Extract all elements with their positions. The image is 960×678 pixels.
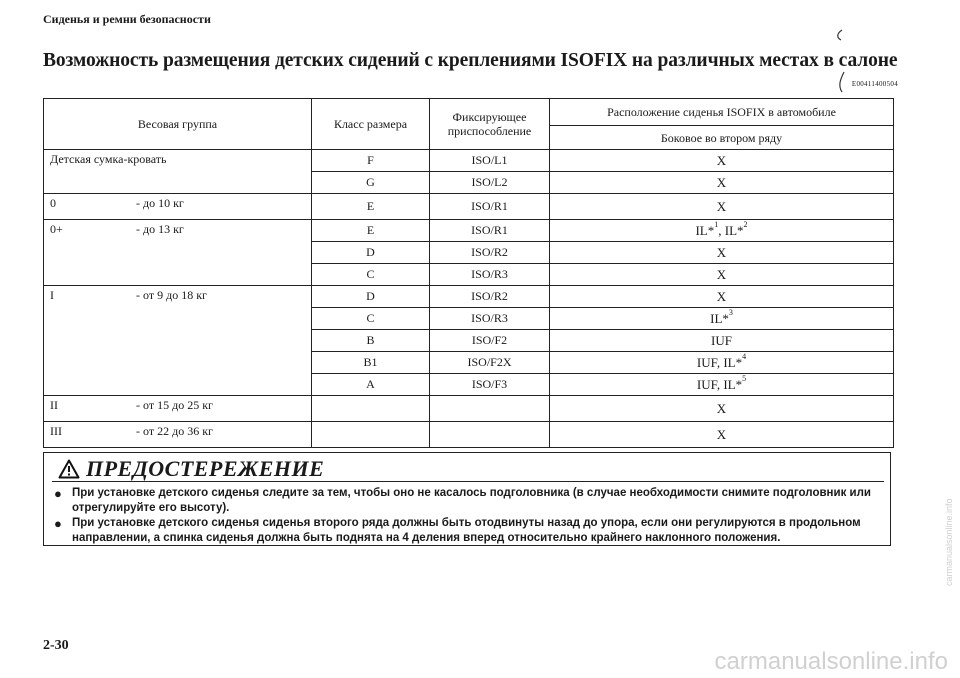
- page-title: Возможность размещения детских сидений с креплениями ISOFIX на различных местах в салоне: [43, 50, 898, 71]
- weight-group-name: II: [50, 398, 58, 412]
- size-class-cell: B: [312, 330, 430, 352]
- location-cell: IUF: [550, 330, 894, 352]
- location-cell: [550, 308, 894, 330]
- size-class-cell: E: [312, 220, 430, 242]
- location-value: IUF, IL*: [696, 354, 743, 370]
- location-cell: X: [550, 396, 894, 422]
- location-value: IUF, IL*: [696, 376, 743, 392]
- bullet-icon: ●: [54, 486, 62, 501]
- warning-item: [54, 486, 874, 516]
- size-class-cell: E: [312, 194, 430, 220]
- header-fixture: Фиксирующее приспособление: [430, 99, 550, 150]
- weight-group-cell: [44, 150, 312, 194]
- watermark: carmanualsonline.info: [714, 648, 948, 675]
- fixture-cell: ISO/R3: [430, 308, 550, 330]
- bullet-icon: ●: [54, 516, 62, 531]
- fixture-cell: [430, 396, 550, 422]
- table-row: [44, 220, 894, 242]
- footnote-ref: 5: [742, 373, 747, 383]
- size-class-cell: G: [312, 172, 430, 194]
- fixture-cell: ISO/F2: [430, 330, 550, 352]
- weight-group-name: 0: [50, 196, 56, 210]
- table-row: [44, 194, 894, 220]
- warning-item: [54, 516, 874, 546]
- location-cell: X: [550, 286, 894, 308]
- isofix-table: [43, 98, 894, 448]
- footnote-ref: 2: [743, 219, 748, 229]
- table-row: [44, 422, 894, 448]
- size-class-cell: C: [312, 308, 430, 330]
- weight-group-cell: [44, 286, 312, 396]
- location-cell: [550, 352, 894, 374]
- location-cell: X: [550, 264, 894, 286]
- footnote-ref: 1: [714, 219, 719, 229]
- weight-group-name: I: [50, 288, 54, 302]
- table-row: [44, 150, 894, 172]
- weight-range: - от 9 до 18 кг: [136, 288, 207, 302]
- watermark-vertical: carmanualsonline.info: [944, 498, 954, 586]
- weight-group-name: 0+: [50, 222, 63, 236]
- warning-text: При установке детского сиденья сиденья второго ряда должны быть отодвинуты назад до упора, если они регулируются в продольном направлении, а спинка сиденья должна быть поднята на 4 деления вперед относительно крайнего наклонного положения.: [72, 517, 861, 544]
- weight-group-name: III: [50, 424, 62, 438]
- weight-range: - до 10 кг: [136, 196, 184, 210]
- location-cell: X: [550, 150, 894, 172]
- header-weight-group: Весовая группа: [44, 99, 312, 150]
- table-row: [44, 396, 894, 422]
- fixture-cell: ISO/R3: [430, 264, 550, 286]
- size-class-cell: [312, 422, 430, 448]
- footnote-ref: 3: [728, 307, 733, 317]
- fixture-cell: ISO/R2: [430, 242, 550, 264]
- weight-range: - от 15 до 25 кг: [136, 398, 213, 412]
- weight-range: - от 22 до 36 кг: [136, 424, 213, 438]
- fixture-cell: ISO/R2: [430, 286, 550, 308]
- document-code: E00411400504: [851, 80, 898, 88]
- fixture-cell: ISO/F3: [430, 374, 550, 396]
- size-class-cell: D: [312, 242, 430, 264]
- header-size-class: Класс размера: [312, 99, 430, 150]
- location-cell: X: [550, 422, 894, 448]
- weight-range: - до 13 кг: [136, 222, 184, 236]
- warning-divider: [52, 481, 884, 482]
- warning-text: При установке детского сиденья следите за тем, чтобы оно не касалось подголовника (в случае необходимости снимите подголовник или отрегулируйте его высоту).: [72, 487, 871, 514]
- fixture-cell: [430, 422, 550, 448]
- fixture-cell: ISO/R1: [430, 220, 550, 242]
- footnote-ref: 4: [742, 351, 747, 361]
- warning-triangle-icon: [58, 459, 80, 479]
- table-row: [44, 286, 894, 308]
- size-class-cell: F: [312, 150, 430, 172]
- size-class-cell: B1: [312, 352, 430, 374]
- page-number: 2-30: [43, 638, 69, 653]
- location-cell: X: [550, 242, 894, 264]
- fixture-cell: ISO/F2X: [430, 352, 550, 374]
- weight-group-cell: [44, 422, 312, 448]
- size-class-cell: C: [312, 264, 430, 286]
- location-value: IL*: [695, 222, 715, 238]
- header-location-sub: Боковое во втором ряду: [550, 126, 894, 150]
- size-class-cell: A: [312, 374, 430, 396]
- location-cell: [550, 374, 894, 396]
- header-location: Расположение сиденья ISOFIX в автомобиле: [550, 99, 894, 126]
- warning-header: [58, 456, 324, 482]
- fixture-cell: ISO/L2: [430, 172, 550, 194]
- section-header: Сиденья и ремни безопасности: [43, 12, 211, 26]
- weight-group-name: Детская сумка-кровать: [50, 152, 167, 166]
- size-class-cell: D: [312, 286, 430, 308]
- weight-group-cell: [44, 194, 312, 220]
- warning-box: [43, 452, 891, 546]
- location-cell: [550, 220, 894, 242]
- location-value: IL*: [710, 310, 729, 326]
- size-class-cell: [312, 396, 430, 422]
- weight-group-cell: [44, 220, 312, 286]
- location-value: , IL*: [718, 222, 744, 238]
- location-cell: X: [550, 172, 894, 194]
- fixture-cell: ISO/R1: [430, 194, 550, 220]
- location-cell: X: [550, 194, 894, 220]
- weight-group-cell: [44, 396, 312, 422]
- fixture-cell: ISO/L1: [430, 150, 550, 172]
- warning-title: ПРЕДОСТЕРЕЖЕНИЕ: [86, 456, 325, 481]
